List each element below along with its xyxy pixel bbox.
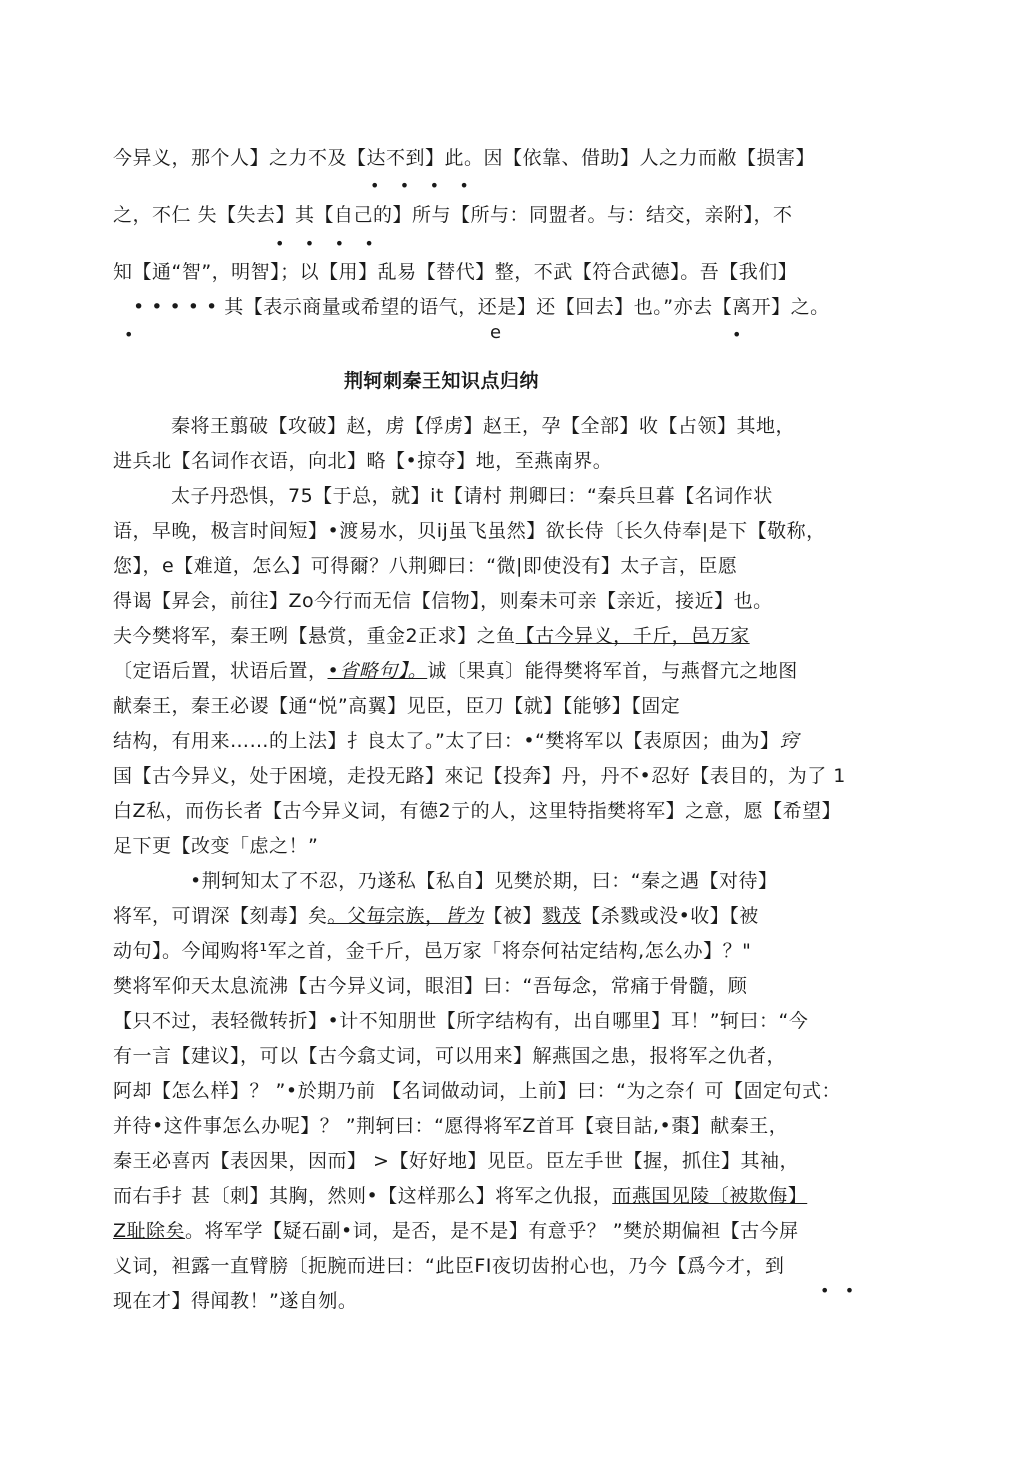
text-line: 献秦王，秦王必谡【通“悦”高翼】见臣，臣刀【就】【能够】【固定	[113, 695, 681, 717]
text-segment: 而右手扌甚〔刺】其胸，然则•【这样那么】将军之仇报，	[113, 1185, 613, 1207]
text-line: • • • • • 其【表示商量或希望的语气，还是】还【回去】也。”亦去【离开】之。	[133, 296, 830, 318]
text-line: 太子丹恐惧，75【于总，就】it【请村 荆卿曰：“秦兵旦暮【名词作状	[171, 485, 773, 507]
emphasis-dots: • • • •	[275, 234, 374, 253]
text-segment: 将军，可谓深【刻毒】矣	[113, 905, 328, 927]
text-line: 有一言【建议】，可以【古今翕丈词，可以用来】解燕国之患，报将军之仇者，	[113, 1045, 787, 1067]
text-line: 阿却【怎么样】？ ”•於期乃前 【名词做动词，上前】曰：“为之奈亻可【固定句式：	[113, 1080, 841, 1102]
underlined-italic-text: 皆为	[444, 905, 484, 927]
text-line: 并待•这件事怎么办呢】？ ”荆轲曰：“愿得将军Z首耳【衰目詁,•棗】献秦王，	[113, 1115, 789, 1137]
emphasis-dot: •	[732, 325, 742, 344]
text-line: 义词，袒露一直臂膀〔扼腕而进曰：“此臣FI夜切齿拊心也，乃今【爲今才，到	[113, 1255, 785, 1277]
text-line: 国【古今异义，处于困境，走投无路】來记【投奔】丹，丹不•忍好【表目的，为了 1	[113, 765, 846, 787]
emphasis-dots: • •	[820, 1281, 855, 1300]
text-line: 语，早晚，极言时间短】•渡易水，贝ij虽飞虽然】欲长侍〔长久侍奉|是下【敬称，	[113, 520, 826, 542]
text-line	[113, 624, 750, 648]
text-line	[113, 729, 799, 753]
underlined-text: 戮茂	[542, 905, 582, 927]
underlined-text: Z耻除矣	[113, 1220, 186, 1242]
text-line: 进兵北【名词作衣语，向北】略【•掠夺】地，至燕南界。	[113, 450, 613, 472]
text-line: 现在才】得闻教！”遂自刎。	[113, 1290, 358, 1312]
underlined-text: 。父毎宗族，	[327, 905, 445, 927]
emphasis-dot: •	[124, 325, 134, 344]
text-line: 今异义，那个人】之力不及【达不到】此。因【依靠、借助】人之力而敝【损害】	[113, 147, 816, 169]
text-line	[113, 1184, 807, 1208]
text-line: 得谒【昇会，前往】Zo今行而无信【信物】，则秦未可亲【亲近，接近】也。	[113, 590, 773, 612]
text-segment: 【被】	[483, 905, 543, 927]
text-line: 白Z私，而伤长者【古今异义词，有德2亍的人，这里特指樊将军】之意，愿【希望】	[113, 800, 842, 822]
text-line	[113, 904, 759, 928]
text-segment: 夫今樊将军，秦王咧【悬赏，重金2正求】之鱼	[113, 625, 516, 647]
text-line: 动句】。今闻购将¹军之首，金千斤，邑万家「将奈何祜定结构,怎么办】？"	[113, 940, 752, 962]
text-line	[113, 659, 798, 683]
text-line: 【只不过，表轻微转折】•计不知朋世【所字结构有，出自哪里】耳！”轲曰：“今	[113, 1010, 809, 1032]
text-line: 知【通“智”，明智】；以【用】乱易【替代】整，不武【符合武德】。吾【我们】	[113, 261, 798, 283]
text-segment: 【杀戮或没•收】【被	[581, 905, 759, 927]
underlined-italic-text: •省略句】。	[327, 660, 428, 682]
underlined-text: 【古今异义，千斤，邑万家	[515, 625, 750, 647]
emphasis-dots: • • • •	[370, 176, 469, 195]
stray-character: e	[490, 322, 502, 343]
italic-text: 窍	[779, 730, 799, 752]
text-line	[113, 1219, 799, 1243]
text-line: 之，不仁 失【失去】其【自己的】所与【所与：同盟者。与：结交，亲附】，不	[113, 204, 793, 226]
text-line: 秦王必喜丙【表因果，因而】 >【好好地】见臣。臣左手世【握，抓住】其袖，	[113, 1150, 799, 1172]
text-segment: 〔定语后置，状语后置，	[113, 660, 328, 682]
text-line: 樊将军仰天太息流沸【古今异义词，眼泪】曰：“吾毎念，常痛于骨髓，顾	[113, 975, 748, 997]
text-line: 您】，e【难道，怎么】可得爾？八荆卿曰：“微|即使没有】太子言，臣愿	[113, 555, 738, 577]
text-segment: 诚〔果真〕能得樊将军首，与燕督亢之地图	[427, 660, 798, 682]
section-title: 荆轲刺秦王知识点归纳	[344, 370, 540, 392]
text-line: 秦将王翦破【攻破】赵，虏【俘虏】赵王，孕【全部】收【占领】其地，	[171, 415, 796, 437]
text-line: •荆轲知太了不忍，乃遂私【私自】见樊於期，曰：“秦之遇【对待】	[190, 870, 778, 892]
text-segment: 。将军学【疑石副•词，是否，是不是】有意乎？ ”樊於期偏袒【古今屏	[185, 1220, 799, 1242]
text-segment: 结构，有用来……的上法】扌良太了。”太了曰：•“樊将军以【表原因；曲为】	[113, 730, 780, 752]
text-line: 足下更【改变「虑之！”	[113, 835, 319, 857]
underlined-text: 而燕国见陵〔被欺侮】	[612, 1185, 808, 1207]
